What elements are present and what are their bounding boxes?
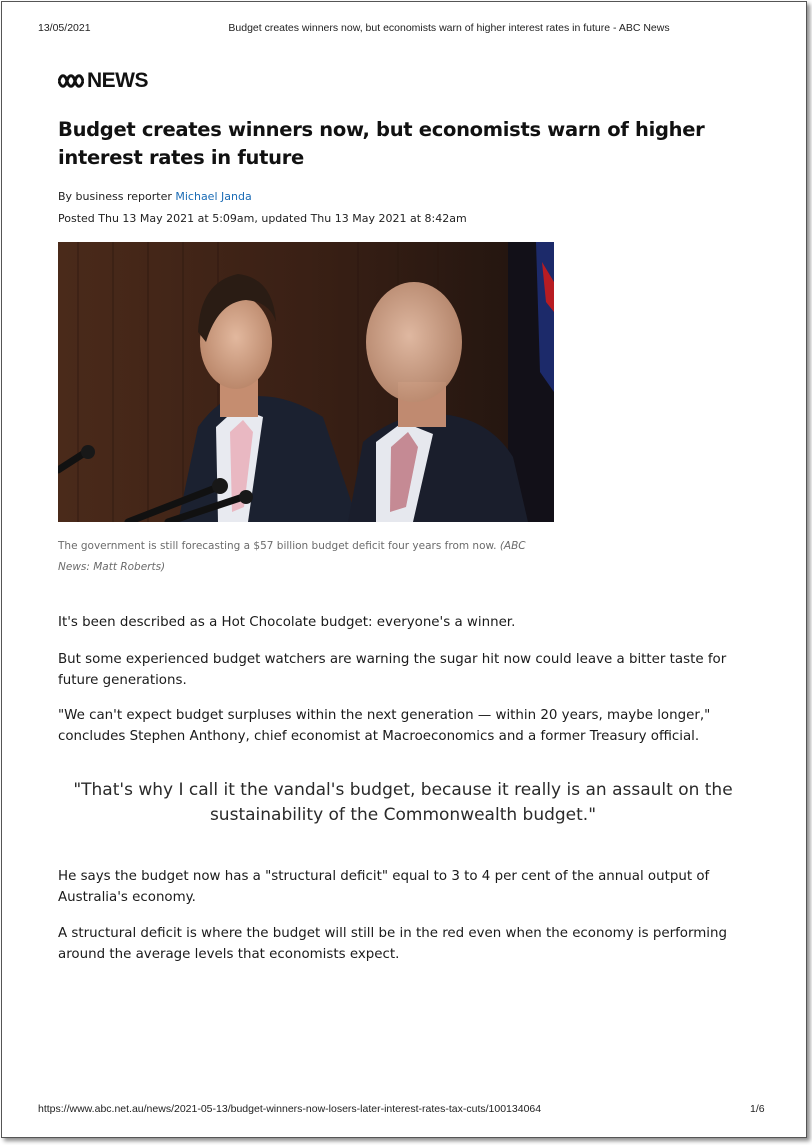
article-timeline: Posted Thu 13 May 2021 at 5:09am, updated Thu 13 May 2021 at 8:42am xyxy=(58,212,467,225)
print-title: Budget creates winners now, but economists warn of higher interest rates in future - ABC News xyxy=(228,22,670,34)
caption-credit: (ABC News: Matt Roberts) xyxy=(58,540,526,573)
logo-text: NEWS xyxy=(87,69,148,92)
paragraph-5: A structural deficit is where the budget will still be in the red even when the economy is performing around the average levels that economists expect. xyxy=(58,926,728,962)
print-footer-page-number: 1/6 xyxy=(750,1103,765,1115)
byline-prefix: By business reporter xyxy=(58,190,176,203)
press-conference-photo xyxy=(58,242,554,522)
paragraph-1: It's been described as a Hot Chocolate budget: everyone's a winner. xyxy=(58,615,516,630)
abc-lissajous-icon xyxy=(58,73,84,89)
pull-quote: "That's why I call it the vandal's budget, because it really is an assault on the sustainability of the Commonwealth budget." xyxy=(73,780,733,825)
photo-caption xyxy=(58,536,558,578)
abc-news-logo[interactable] xyxy=(58,69,148,93)
paragraph-2: But some experienced budget watchers are warning the sugar hit now could leave a bitter taste for future generations. xyxy=(58,652,727,688)
print-footer-url: https://www.abc.net.au/news/2021-05-13/budget-winners-now-losers-later-interest-rates-tax-cuts/100134064 xyxy=(38,1103,542,1115)
paragraph-4: He says the budget now has a "structural deficit" equal to 3 to 4 per cent of the annual output of Australia's economy. xyxy=(58,869,710,905)
caption-text: The government is still forecasting a $57 billion budget deficit four years from now. xyxy=(58,540,497,552)
article-headline: Budget creates winners now, but economists warn of higher interest rates in future xyxy=(58,118,705,169)
author-link[interactable]: Michael Janda xyxy=(175,190,252,203)
hero-photo xyxy=(58,242,554,522)
print-date: 13/05/2021 xyxy=(38,22,91,34)
paragraph-3: "We can't expect budget surpluses within the next generation — within 20 years, maybe longer," concludes Stephen Anthony, chief economist at Macroeconomics and a former Treasury official. xyxy=(58,708,711,744)
byline xyxy=(58,190,252,203)
printed-page xyxy=(1,1,807,1138)
